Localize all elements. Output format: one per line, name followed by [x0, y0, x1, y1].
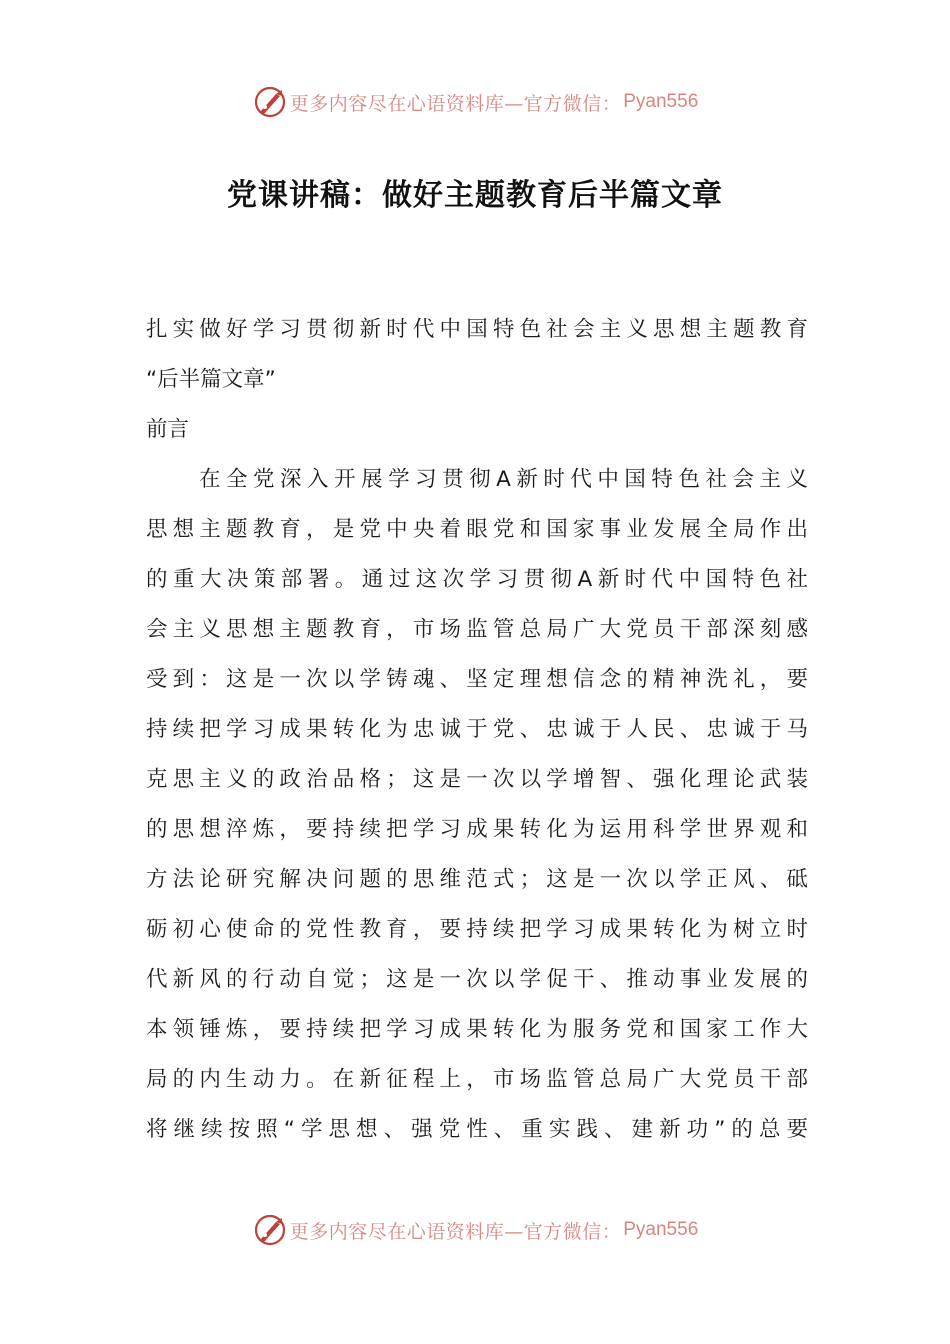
paragraph-line: 的思想淬炼，要持续把学习成果转化为运用科学世界观和	[146, 817, 808, 842]
paragraph-line: 局的内生动力。在新征程上，市场监管总局广大党员干部	[146, 1067, 808, 1092]
paragraph-line: 克思主义的政治品格；这是一次以学增智、强化理论武装	[146, 767, 808, 792]
watermark-text: 更多内容尽在心语资料库—官方微信：	[289, 92, 622, 115]
pen-nib-circle-icon	[252, 1212, 288, 1248]
document-title: 党课讲稿：做好主题教育后半篇文章	[227, 178, 723, 213]
watermark-banner-bottom	[0, 1210, 950, 1250]
paragraph-line: 的重大决策部署。通过这次学习贯彻A新时代中国特色社	[146, 567, 808, 592]
watermark-text: 更多内容尽在心语资料库—官方微信：	[289, 1220, 622, 1243]
watermark-wechat-id: Pyan556	[623, 91, 699, 112]
paragraph-line: 持续把学习成果转化为忠诚于党、忠诚于人民、忠诚于马	[146, 717, 808, 742]
subtitle-line: “后半篇文章”	[146, 367, 276, 392]
paragraph-line: 方法论研究解决问题的思维范式；这是一次以学正风、砥	[146, 867, 808, 892]
paragraph-line: 本领锤炼，要持续把学习成果转化为服务党和国家工作大	[146, 1017, 808, 1042]
preface-heading: 前言	[146, 417, 190, 442]
document-body	[146, 312, 808, 1162]
paragraph-line: 受到：这是一次以学铸魂、坚定理想信念的精神洗礼，要	[146, 667, 808, 692]
paragraph-line: 砺初心使命的党性教育，要持续把学习成果转化为树立时	[146, 917, 808, 942]
paragraph-line: 在全党深入开展学习贯彻A新时代中国特色社会主义	[199, 467, 808, 492]
pen-nib-circle-icon	[252, 84, 288, 120]
subtitle-line: 扎实做好学习贯彻新时代中国特色社会主义思想主题教育	[146, 317, 808, 342]
watermark-banner-top	[0, 82, 950, 122]
paragraph-line: 代新风的行动自觉；这是一次以学促干、推动事业发展的	[146, 967, 808, 992]
paragraph-line: 思想主题教育，是党中央着眼党和国家事业发展全局作出	[146, 517, 808, 542]
paragraph-line: 将继续按照“学思想、强党性、重实践、建新功”的总要	[146, 1117, 808, 1142]
watermark-wechat-id: Pyan556	[623, 1219, 699, 1240]
paragraph-line: 会主义思想主题教育，市场监管总局广大党员干部深刻感	[146, 617, 808, 642]
